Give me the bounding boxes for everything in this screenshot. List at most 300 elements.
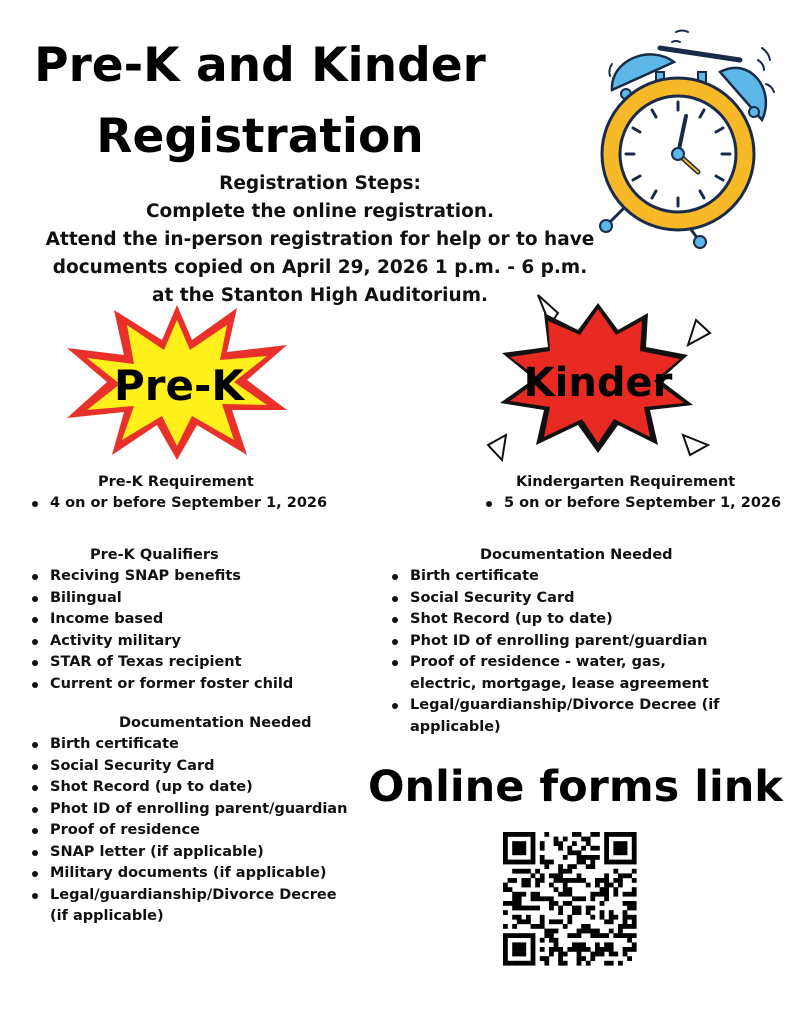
qr-module [517,919,522,924]
qr-module [600,901,605,906]
qr-module [586,924,591,929]
qr-module [572,947,577,952]
qr-module [595,929,600,934]
list-item: Proof of residence [28,820,353,842]
qr-module [572,942,577,947]
qr-module [531,850,536,855]
qr-module [627,873,632,878]
qr-module [558,961,563,966]
qr-module [627,832,632,837]
qr-module [567,878,572,883]
qr-module [512,961,517,966]
qr-module [544,896,549,901]
qr-module [512,860,517,865]
qr-module [586,910,591,915]
qr-module [563,855,568,860]
qr-module [544,860,549,865]
qr-module [604,883,609,888]
qr-module [540,855,545,860]
qr-module [521,933,526,938]
qr-module [554,878,559,883]
qr-module [627,892,632,897]
list-item: Current or former foster child [28,674,358,696]
page-title-line1: Pre-K and Kinder [34,38,486,93]
qr-module [544,832,549,837]
qr-module [600,887,605,892]
qr-module [586,883,591,888]
qr-module [549,883,554,888]
qr-code-icon[interactable] [493,822,647,976]
qr-module [595,883,600,888]
qr-module [512,896,517,901]
qr-module [623,952,628,957]
qr-module [632,924,637,929]
qr-module [586,961,591,966]
qr-module [604,832,609,837]
qr-module [531,860,536,865]
qr-module [577,956,582,961]
qr-module [595,832,600,837]
qr-module [517,850,522,855]
list-item: Birth certificate [388,566,723,588]
qr-module [627,915,632,920]
qr-module [604,892,609,897]
qr-module [517,915,522,920]
qr-module [632,901,637,906]
qr-module [632,892,637,897]
qr-module [618,878,623,883]
qr-module [535,883,540,888]
qr-module [549,929,554,934]
qr-module [577,910,582,915]
qr-module [590,864,595,869]
qr-module [618,883,623,888]
list-item: Income based [28,609,358,631]
qr-module [549,906,554,911]
qr-module [526,883,531,888]
qr-module [540,919,545,924]
qr-module [554,947,559,952]
qr-module [590,892,595,897]
qr-module [586,929,591,934]
qr-module [604,933,609,938]
qr-module [590,855,595,860]
qr-module [535,906,540,911]
qr-module [623,933,628,938]
qr-module [618,846,623,851]
qr-module [503,850,508,855]
online-forms-heading: Online forms link [368,762,783,812]
qr-module [577,929,582,934]
qr-module [595,952,600,957]
qr-module [517,860,522,865]
qr-module [590,860,595,865]
list-item: Military documents (if applicable) [28,863,353,885]
qr-module [604,896,609,901]
qr-module [623,901,628,906]
qr-module [577,860,582,865]
qr-module [540,915,545,920]
qr-module [623,850,628,855]
qr-module [521,919,526,924]
qr-module [503,837,508,842]
qr-module [567,887,572,892]
qr-module [508,961,513,966]
qr-module [572,832,577,837]
qr-module [632,841,637,846]
qr-module [531,956,536,961]
qr-module [586,841,591,846]
qr-module [540,947,545,952]
qr-module [517,947,522,952]
qr-module [508,901,513,906]
prek-requirement-heading: Pre-K Requirement [98,474,254,490]
qr-module [531,846,536,851]
list-item: Birth certificate [28,734,353,756]
qr-module [549,896,554,901]
qr-module [531,892,536,897]
qr-module [512,901,517,906]
qr-module [554,942,559,947]
qr-module [581,846,586,851]
qr-module [526,832,531,837]
qr-module [526,933,531,938]
qr-module [600,915,605,920]
qr-module [567,933,572,938]
qr-module [567,901,572,906]
qr-module [577,961,582,966]
qr-module [503,887,508,892]
qr-module [604,919,609,924]
qr-module [632,869,637,874]
qr-module [586,837,591,842]
qr-module [558,873,563,878]
qr-module [503,942,508,947]
qr-module [609,915,614,920]
qr-module [609,961,614,966]
qr-module [609,832,614,837]
qr-module [540,841,545,846]
qr-module [512,878,517,883]
qr-module [503,855,508,860]
qr-module [526,915,531,920]
qr-module [531,942,536,947]
qr-module [572,841,577,846]
qr-module [558,910,563,915]
qr-module [558,841,563,846]
kinder-label: Kinder [523,360,673,406]
qr-module [590,952,595,957]
qr-module [581,860,586,865]
qr-module [613,892,618,897]
qr-module [503,832,508,837]
qr-module [544,929,549,934]
qr-module [618,924,623,929]
qr-module [508,887,513,892]
qr-module [567,850,572,855]
list-item: Phot ID of enrolling parent/guardian [28,799,353,821]
qr-module [558,878,563,883]
qr-module [540,878,545,883]
qr-module [558,947,563,952]
qr-module [590,906,595,911]
qr-module [604,837,609,842]
qr-module [590,832,595,837]
qr-module [627,956,632,961]
qr-module [544,961,549,966]
prek-requirement-list [28,493,348,515]
list-item: Phot ID of enrolling parent/guardian [388,631,723,653]
qr-module [567,919,572,924]
qr-module [503,846,508,851]
qr-module [521,860,526,865]
qr-module [572,878,577,883]
qr-module [554,841,559,846]
list-item: Activity military [28,631,358,653]
qr-module [544,933,549,938]
qr-module [632,947,637,952]
qr-module [604,887,609,892]
qr-module [531,924,536,929]
qr-module [549,901,554,906]
qr-module [526,906,531,911]
qr-module [540,846,545,851]
qr-module [503,924,508,929]
qr-module [508,860,513,865]
qr-module [531,938,536,943]
qr-module [577,906,582,911]
qr-module [521,906,526,911]
qr-module [503,883,508,888]
qr-module [577,878,582,883]
qr-module [618,860,623,865]
qr-module [586,855,591,860]
qr-module [508,832,513,837]
qr-module [512,924,517,929]
qr-module [554,901,559,906]
qr-module [549,938,554,943]
qr-module [572,850,577,855]
qr-module [517,841,522,846]
qr-module [595,846,600,851]
qr-module [517,892,522,897]
qr-module [549,873,554,878]
qr-module [604,850,609,855]
alarm-clock-icon [590,20,780,250]
qr-module [613,869,618,874]
qr-module [609,910,614,915]
qr-module [503,938,508,943]
qr-module [618,850,623,855]
kinder-requirement-list [482,493,782,515]
qr-module [521,869,526,874]
steps-line: documents copied on April 29, 2026 1 p.m. - 6 p.m. [52,257,588,278]
qr-module [558,919,563,924]
list-item: 4 on or before September 1, 2026 [28,493,348,515]
qr-module [563,961,568,966]
qr-module [595,947,600,952]
qr-module [567,947,572,952]
qr-module [563,869,568,874]
qr-module [526,869,531,874]
qr-module [508,878,513,883]
qr-module [558,956,563,961]
qr-module [627,924,632,929]
qr-module [521,878,526,883]
list-item: Bilingual [28,588,358,610]
qr-module [558,846,563,851]
qr-module [600,892,605,897]
qr-module [577,896,582,901]
qr-module [544,864,549,869]
qr-module [554,929,559,934]
qr-module [512,846,517,851]
qr-module [521,892,526,897]
qr-module [581,942,586,947]
qr-module [531,837,536,842]
qr-module [618,841,623,846]
qr-module [567,869,572,874]
qr-module [600,933,605,938]
qr-module [521,952,526,957]
qr-module [590,846,595,851]
qr-module [618,832,623,837]
qr-module [581,947,586,952]
qr-module [572,864,577,869]
qr-module [572,906,577,911]
list-item: Reciving SNAP benefits [28,566,358,588]
qr-module [604,878,609,883]
qr-module [590,896,595,901]
qr-module [535,878,540,883]
qr-module [632,832,637,837]
qr-module [613,841,618,846]
qr-module [632,850,637,855]
list-item: Shot Record (up to date) [388,609,723,631]
qr-module [563,837,568,842]
qr-module [577,850,582,855]
qr-module [503,860,508,865]
qr-module [627,933,632,938]
qr-module [572,933,577,938]
qr-module [526,919,531,924]
qr-module [627,860,632,865]
qr-module [544,956,549,961]
qr-module [563,952,568,957]
qr-module [540,873,545,878]
qr-module [554,837,559,842]
qr-module [618,933,623,938]
qr-module [531,906,536,911]
qr-module [590,956,595,961]
qr-module [609,942,614,947]
qr-module [503,961,508,966]
qr-module [512,915,517,920]
qr-module [512,942,517,947]
qr-module [604,855,609,860]
qr-module [609,952,614,957]
qr-module [586,864,591,869]
qr-module [508,933,513,938]
qr-module [554,873,559,878]
qr-module [526,860,531,865]
qr-module [563,924,568,929]
qr-module [563,883,568,888]
qr-module [632,942,637,947]
qr-module [512,832,517,837]
qr-module [549,947,554,952]
qr-module [595,933,600,938]
qr-module [623,910,628,915]
qr-module [595,942,600,947]
qr-module [531,896,536,901]
steps-line: Attend the in-person registration for help or to have [45,229,595,250]
qr-module [577,947,582,952]
qr-module [613,846,618,851]
qr-module [517,961,522,966]
list-item: Social Security Card [388,588,723,610]
qr-module [517,942,522,947]
qr-module [563,892,568,897]
prek-label: Pre-K [114,361,244,410]
qr-module [577,933,582,938]
list-item: Legal/guardianship/Divorce Decree (if applicable) [28,885,353,928]
prek-docs-heading: Documentation Needed [119,715,312,731]
qr-module [554,938,559,943]
qr-module [521,832,526,837]
qr-module [512,892,517,897]
qr-module [521,883,526,888]
qr-module [572,910,577,915]
qr-module [623,860,628,865]
list-item: Social Security Card [28,756,353,778]
qr-module [623,919,628,924]
page-title-line2: Registration [96,109,424,164]
qr-module [627,947,632,952]
qr-module [590,915,595,920]
qr-module [604,947,609,952]
qr-module [581,929,586,934]
kinder-burst-badge [478,285,723,470]
qr-module [618,929,623,934]
qr-module [609,919,614,924]
qr-module [540,938,545,943]
qr-module [517,846,522,851]
qr-module [549,919,554,924]
qr-module [595,892,600,897]
list-item: Legal/guardianship/Divorce Decree (if applicable) [388,695,723,738]
prek-docs-list [28,734,353,928]
qr-module [521,961,526,966]
qr-module [609,860,614,865]
qr-module [517,901,522,906]
qr-module [517,896,522,901]
qr-module [623,841,628,846]
qr-module [627,901,632,906]
qr-module [531,873,536,878]
prek-qualifiers-list [28,566,358,695]
qr-module [558,952,563,957]
qr-module [600,878,605,883]
qr-module [632,919,637,924]
qr-module [531,841,536,846]
qr-module [604,942,609,947]
qr-module [627,938,632,943]
qr-module [577,942,582,947]
qr-module [600,952,605,957]
qr-module [521,846,526,851]
qr-module [535,896,540,901]
